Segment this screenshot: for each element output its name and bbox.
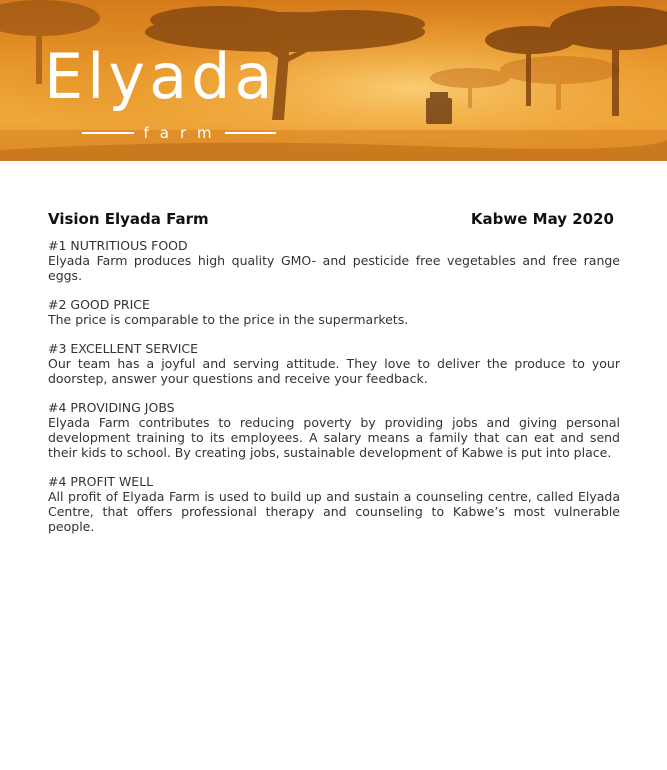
section-providing-jobs [48,400,620,460]
section-good-price [48,297,620,327]
section-body: The price is comparable to the price in the supermarkets. [48,312,409,327]
section-heading: #4 PROVIDING JOBS [48,400,175,415]
header-banner [0,0,667,161]
section-heading: #2 GOOD PRICE [48,297,150,312]
section-heading: #1 NUTRITIOUS FOOD [48,238,188,253]
logo-right-rule [225,132,277,134]
section-excellent-service [48,341,620,386]
section-nutritious-food [48,238,620,283]
title-row [48,210,620,228]
section-heading: #3 EXCELLENT SERVICE [48,341,199,356]
section-body: Elyada Farm produces high quality GMO- and pesticide free vegetables and free range eggs. [48,253,620,283]
section-body: All profit of Elyada Farm is used to build up and sustain a counseling centre, called Elyada Centre, that offers professional therapy and counseling to Kabwe’s most vulnerable people. [48,489,620,534]
section-profit-well [48,474,620,534]
brand-logo-wordmark: Elyada [44,40,277,113]
section-body: Our team has a joyful and serving attitude. They love to deliver the produce to your doorstep, answer your questions and receive your feedback. [48,356,620,386]
logo-subtitle-text: farm [143,124,223,142]
section-body: Elyada Farm contributes to reducing poverty by providing jobs and giving personal development training to its employees. A salary means a family that can eat and send their kids to school. By creating jobs, sustainable development of Kabwe is put into place. [48,415,620,460]
logo-left-rule [82,132,134,134]
section-heading: #4 PROFIT WELL [48,474,154,489]
document-title: Vision Elyada Farm [48,210,209,228]
document-body [48,210,620,548]
place-date: Kabwe May 2020 [470,210,614,228]
brand-logo-subtitle [82,124,276,142]
